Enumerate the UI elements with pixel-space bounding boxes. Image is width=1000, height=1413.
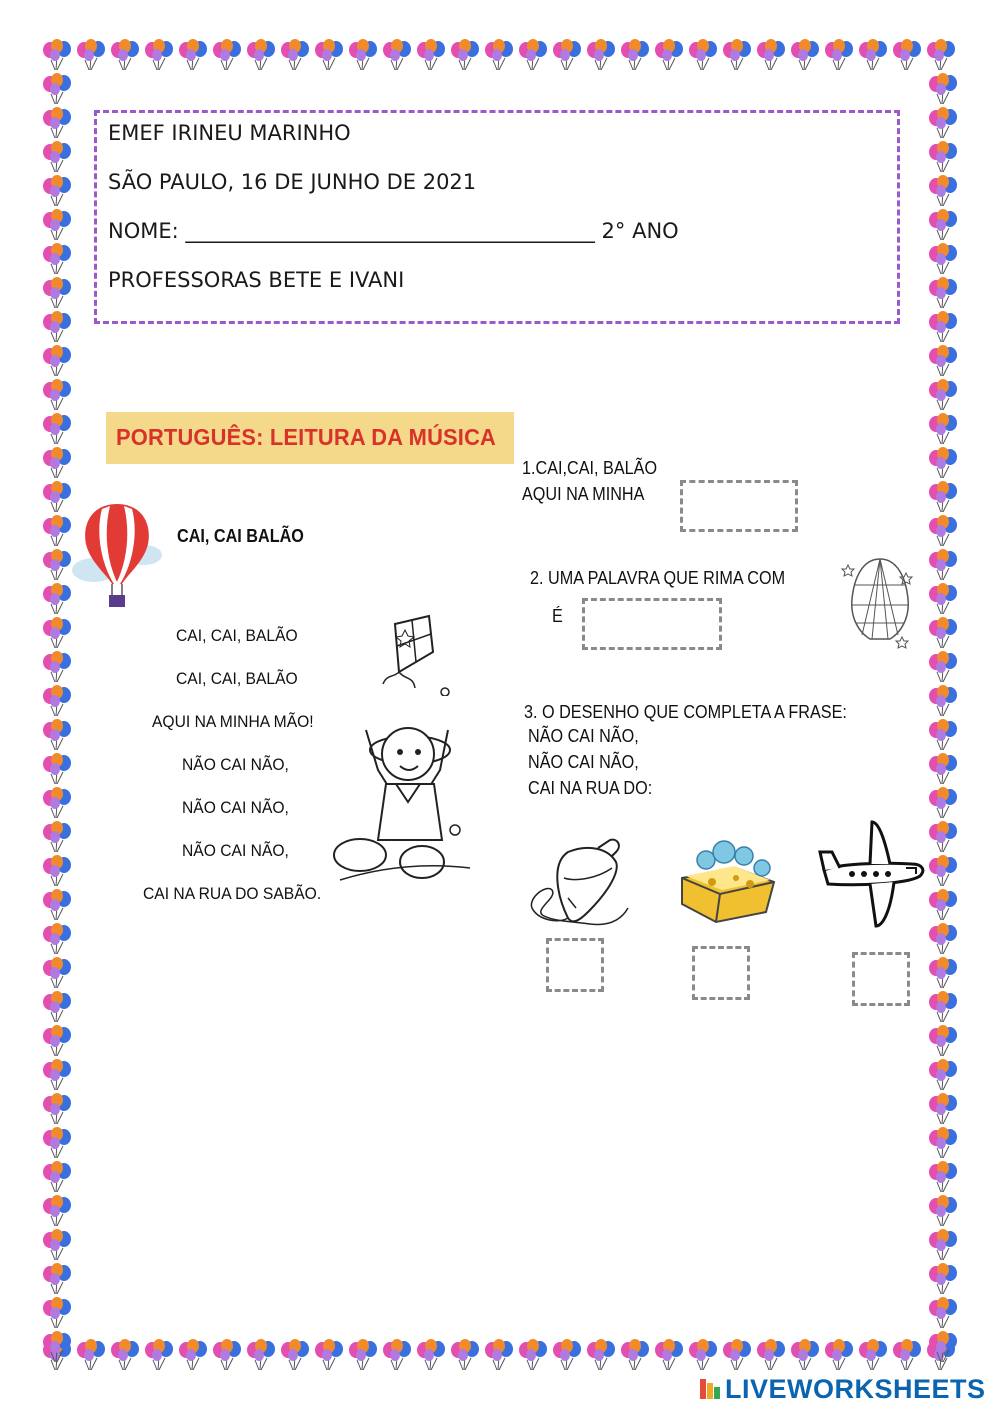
question-2-line-2: É bbox=[552, 606, 563, 626]
hot-air-balloon-icon bbox=[72, 500, 162, 615]
balloon-border-icon bbox=[584, 38, 618, 72]
balloon-border-icon bbox=[346, 1338, 380, 1372]
balloon-border-icon bbox=[482, 38, 516, 72]
song-line: CAI NA RUA DO SABÃO. bbox=[143, 884, 322, 903]
subject-banner bbox=[106, 412, 514, 464]
airplane-icon bbox=[818, 818, 928, 934]
balloon-border-icon bbox=[754, 38, 788, 72]
balloon-border-icon bbox=[210, 38, 244, 72]
balloon-border-icon bbox=[108, 1338, 142, 1372]
balloon-border-icon bbox=[890, 38, 924, 72]
balloon-border-icon bbox=[40, 1092, 74, 1126]
balloon-border-icon bbox=[40, 888, 74, 922]
balloon-border-icon bbox=[40, 1228, 74, 1262]
liveworksheets-logo-text: LIVEWORKSHEETS bbox=[725, 1373, 986, 1404]
balloon-border-icon bbox=[686, 38, 720, 72]
balloon-border-icon bbox=[926, 718, 960, 752]
balloon-border-icon bbox=[142, 38, 176, 72]
balloon-border-icon bbox=[926, 1262, 960, 1296]
balloon-border-icon bbox=[414, 1338, 448, 1372]
balloon-border-icon bbox=[652, 38, 686, 72]
balloon-border-icon bbox=[926, 242, 960, 276]
balloon-border-icon bbox=[822, 38, 856, 72]
balloon-border-icon bbox=[926, 990, 960, 1024]
balloon-border-icon bbox=[40, 310, 74, 344]
balloon-border-icon bbox=[40, 718, 74, 752]
balloon-border-icon bbox=[40, 1160, 74, 1194]
balloon-border-icon bbox=[40, 786, 74, 820]
paper-balloon-icon bbox=[840, 555, 920, 655]
balloon-border-icon bbox=[926, 854, 960, 888]
subject-banner-title: PORTUGUÊS: LEITURA DA MÚSICA bbox=[116, 424, 497, 450]
question-3-line-2: NÃO CAI NÃO, bbox=[528, 726, 639, 746]
balloon-border-icon bbox=[926, 650, 960, 684]
song-line: NÃO CAI NÃO, bbox=[182, 841, 289, 860]
balloon-border-icon bbox=[516, 38, 550, 72]
balloon-border-icon bbox=[926, 786, 960, 820]
question-3-line-3: NÃO CAI NÃO, bbox=[528, 752, 639, 772]
balloon-border-icon bbox=[926, 1330, 960, 1364]
teachers-line: PROFESSORAS BETE E IVANI bbox=[108, 268, 405, 292]
balloon-border-icon bbox=[926, 582, 960, 616]
balloon-border-icon bbox=[40, 446, 74, 480]
balloon-border-icon bbox=[40, 1262, 74, 1296]
balloon-border-right bbox=[926, 72, 960, 1364]
balloon-border-icon bbox=[380, 1338, 414, 1372]
balloon-border-icon bbox=[926, 1160, 960, 1194]
child-icon bbox=[330, 690, 480, 890]
balloon-border-icon bbox=[926, 684, 960, 718]
balloon-border-icon bbox=[40, 548, 74, 582]
song-line: NÃO CAI NÃO, bbox=[182, 798, 289, 817]
balloon-border-icon bbox=[516, 1338, 550, 1372]
balloon-border-icon bbox=[40, 412, 74, 446]
balloon-border-icon bbox=[40, 378, 74, 412]
balloon-border-bottom bbox=[40, 1338, 958, 1372]
balloon-border-icon bbox=[924, 38, 958, 72]
balloon-border-icon bbox=[926, 1024, 960, 1058]
balloon-border-icon bbox=[550, 38, 584, 72]
balloon-border-icon bbox=[720, 38, 754, 72]
spinning-top-icon bbox=[528, 838, 638, 934]
balloon-border-icon bbox=[40, 922, 74, 956]
balloon-border-icon bbox=[210, 1338, 244, 1372]
balloon-border-icon bbox=[40, 990, 74, 1024]
balloon-border-icon bbox=[312, 1338, 346, 1372]
balloon-border-icon bbox=[584, 1338, 618, 1372]
balloon-border-icon bbox=[74, 1338, 108, 1372]
balloon-border-icon bbox=[550, 1338, 584, 1372]
balloon-border-icon bbox=[40, 72, 74, 106]
balloon-border-top bbox=[40, 38, 958, 72]
balloon-border-icon bbox=[40, 140, 74, 174]
balloon-border-icon bbox=[40, 582, 74, 616]
balloon-border-icon bbox=[312, 38, 346, 72]
song-line: CAI, CAI, BALÃO bbox=[176, 669, 298, 688]
question-3-line-4: CAI NA RUA DO: bbox=[528, 778, 653, 798]
question-3-line-1: 3. O DESENHO QUE COMPLETA A FRASE: bbox=[524, 702, 847, 722]
balloon-border-icon bbox=[856, 1338, 890, 1372]
question-1-line-1: 1.CAI,CAI, BALÃO bbox=[522, 458, 658, 478]
balloon-border-left bbox=[40, 72, 74, 1364]
balloon-border-icon bbox=[40, 1194, 74, 1228]
balloon-border-icon bbox=[618, 1338, 652, 1372]
question-1-line-2: AQUI NA MINHA bbox=[522, 484, 645, 504]
song-line: CAI, CAI, BALÃO bbox=[176, 626, 298, 645]
question-2-line-1: 2. UMA PALAVRA QUE RIMA COM bbox=[530, 568, 786, 588]
balloon-border-icon bbox=[40, 106, 74, 140]
balloon-border-icon bbox=[926, 378, 960, 412]
balloon-border-icon bbox=[926, 140, 960, 174]
answer-box-2[interactable] bbox=[582, 598, 722, 650]
balloon-border-icon bbox=[40, 38, 74, 72]
balloon-border-icon bbox=[40, 1330, 74, 1364]
balloon-border-icon bbox=[926, 446, 960, 480]
balloon-border-icon bbox=[926, 106, 960, 140]
balloon-border-icon bbox=[926, 616, 960, 650]
date-line: SÃO PAULO, 16 DE JUNHO DE 2021 bbox=[108, 170, 477, 194]
balloon-border-icon bbox=[278, 38, 312, 72]
balloon-border-icon bbox=[618, 38, 652, 72]
balloon-border-icon bbox=[40, 480, 74, 514]
balloon-border-icon bbox=[40, 242, 74, 276]
balloon-border-icon bbox=[244, 1338, 278, 1372]
liveworksheets-logo[interactable] bbox=[700, 1374, 986, 1404]
balloon-border-icon bbox=[788, 38, 822, 72]
balloon-border-icon bbox=[926, 956, 960, 990]
balloon-border-icon bbox=[278, 1338, 312, 1372]
balloon-border-icon bbox=[108, 38, 142, 72]
school-name: EMEF IRINEU MARINHO bbox=[108, 121, 351, 145]
answer-box-1[interactable] bbox=[680, 480, 798, 532]
soap-icon bbox=[676, 838, 782, 924]
balloon-border-icon bbox=[720, 1338, 754, 1372]
balloon-border-icon bbox=[40, 820, 74, 854]
balloon-border-icon bbox=[176, 1338, 210, 1372]
balloon-border-icon bbox=[244, 38, 278, 72]
balloon-border-icon bbox=[380, 38, 414, 72]
balloon-border-icon bbox=[926, 174, 960, 208]
balloon-border-icon bbox=[926, 820, 960, 854]
balloon-border-icon bbox=[788, 1338, 822, 1372]
answer-box-3c[interactable] bbox=[852, 952, 910, 1006]
balloon-border-icon bbox=[926, 310, 960, 344]
balloon-border-icon bbox=[926, 1296, 960, 1330]
balloon-border-icon bbox=[926, 888, 960, 922]
balloon-border-icon bbox=[40, 616, 74, 650]
liveworksheets-logo-icon bbox=[700, 1377, 722, 1401]
balloon-border-icon bbox=[926, 1058, 960, 1092]
balloon-border-icon bbox=[346, 38, 380, 72]
balloon-border-icon bbox=[926, 1194, 960, 1228]
balloon-border-icon bbox=[926, 1092, 960, 1126]
balloon-border-icon bbox=[926, 344, 960, 378]
balloon-border-icon bbox=[40, 1058, 74, 1092]
balloon-border-icon bbox=[822, 1338, 856, 1372]
balloon-border-icon bbox=[40, 344, 74, 378]
balloon-border-icon bbox=[482, 1338, 516, 1372]
balloon-border-icon bbox=[40, 650, 74, 684]
song-line: AQUI NA MINHA MÃO! bbox=[152, 712, 314, 731]
balloon-border-icon bbox=[754, 1338, 788, 1372]
balloon-border-icon bbox=[40, 276, 74, 310]
balloon-border-icon bbox=[926, 208, 960, 242]
balloon-border-icon bbox=[890, 1338, 924, 1372]
answer-box-3b[interactable] bbox=[692, 946, 750, 1000]
balloon-border-icon bbox=[926, 412, 960, 446]
balloon-border-icon bbox=[40, 854, 74, 888]
balloon-border-icon bbox=[40, 1126, 74, 1160]
balloon-border-icon bbox=[414, 38, 448, 72]
balloon-border-icon bbox=[40, 514, 74, 548]
balloon-border-icon bbox=[926, 514, 960, 548]
balloon-border-icon bbox=[926, 922, 960, 956]
balloon-border-icon bbox=[40, 684, 74, 718]
balloon-border-icon bbox=[40, 1296, 74, 1330]
song-title: CAI, CAI BALÃO bbox=[177, 526, 304, 546]
balloon-border-icon bbox=[686, 1338, 720, 1372]
balloon-border-icon bbox=[40, 752, 74, 786]
song-line: NÃO CAI NÃO, bbox=[182, 755, 289, 774]
balloon-border-icon bbox=[142, 1338, 176, 1372]
balloon-border-icon bbox=[926, 1126, 960, 1160]
balloon-border-icon bbox=[926, 276, 960, 310]
balloon-border-icon bbox=[926, 752, 960, 786]
balloon-border-icon bbox=[926, 1228, 960, 1262]
balloon-border-icon bbox=[926, 72, 960, 106]
balloon-border-icon bbox=[926, 548, 960, 582]
balloon-border-icon bbox=[74, 38, 108, 72]
balloon-border-icon bbox=[448, 38, 482, 72]
balloon-border-icon bbox=[856, 38, 890, 72]
kite-icon bbox=[375, 612, 455, 696]
balloon-border-icon bbox=[40, 208, 74, 242]
balloon-border-icon bbox=[448, 1338, 482, 1372]
name-field-line[interactable]: NOME: _______________________________________ 2° ANO bbox=[108, 219, 679, 243]
balloon-border-icon bbox=[652, 1338, 686, 1372]
balloon-border-icon bbox=[40, 1024, 74, 1058]
balloon-border-icon bbox=[40, 174, 74, 208]
answer-box-3a[interactable] bbox=[546, 938, 604, 992]
balloon-border-icon bbox=[40, 956, 74, 990]
balloon-border-icon bbox=[176, 38, 210, 72]
balloon-border-icon bbox=[926, 480, 960, 514]
